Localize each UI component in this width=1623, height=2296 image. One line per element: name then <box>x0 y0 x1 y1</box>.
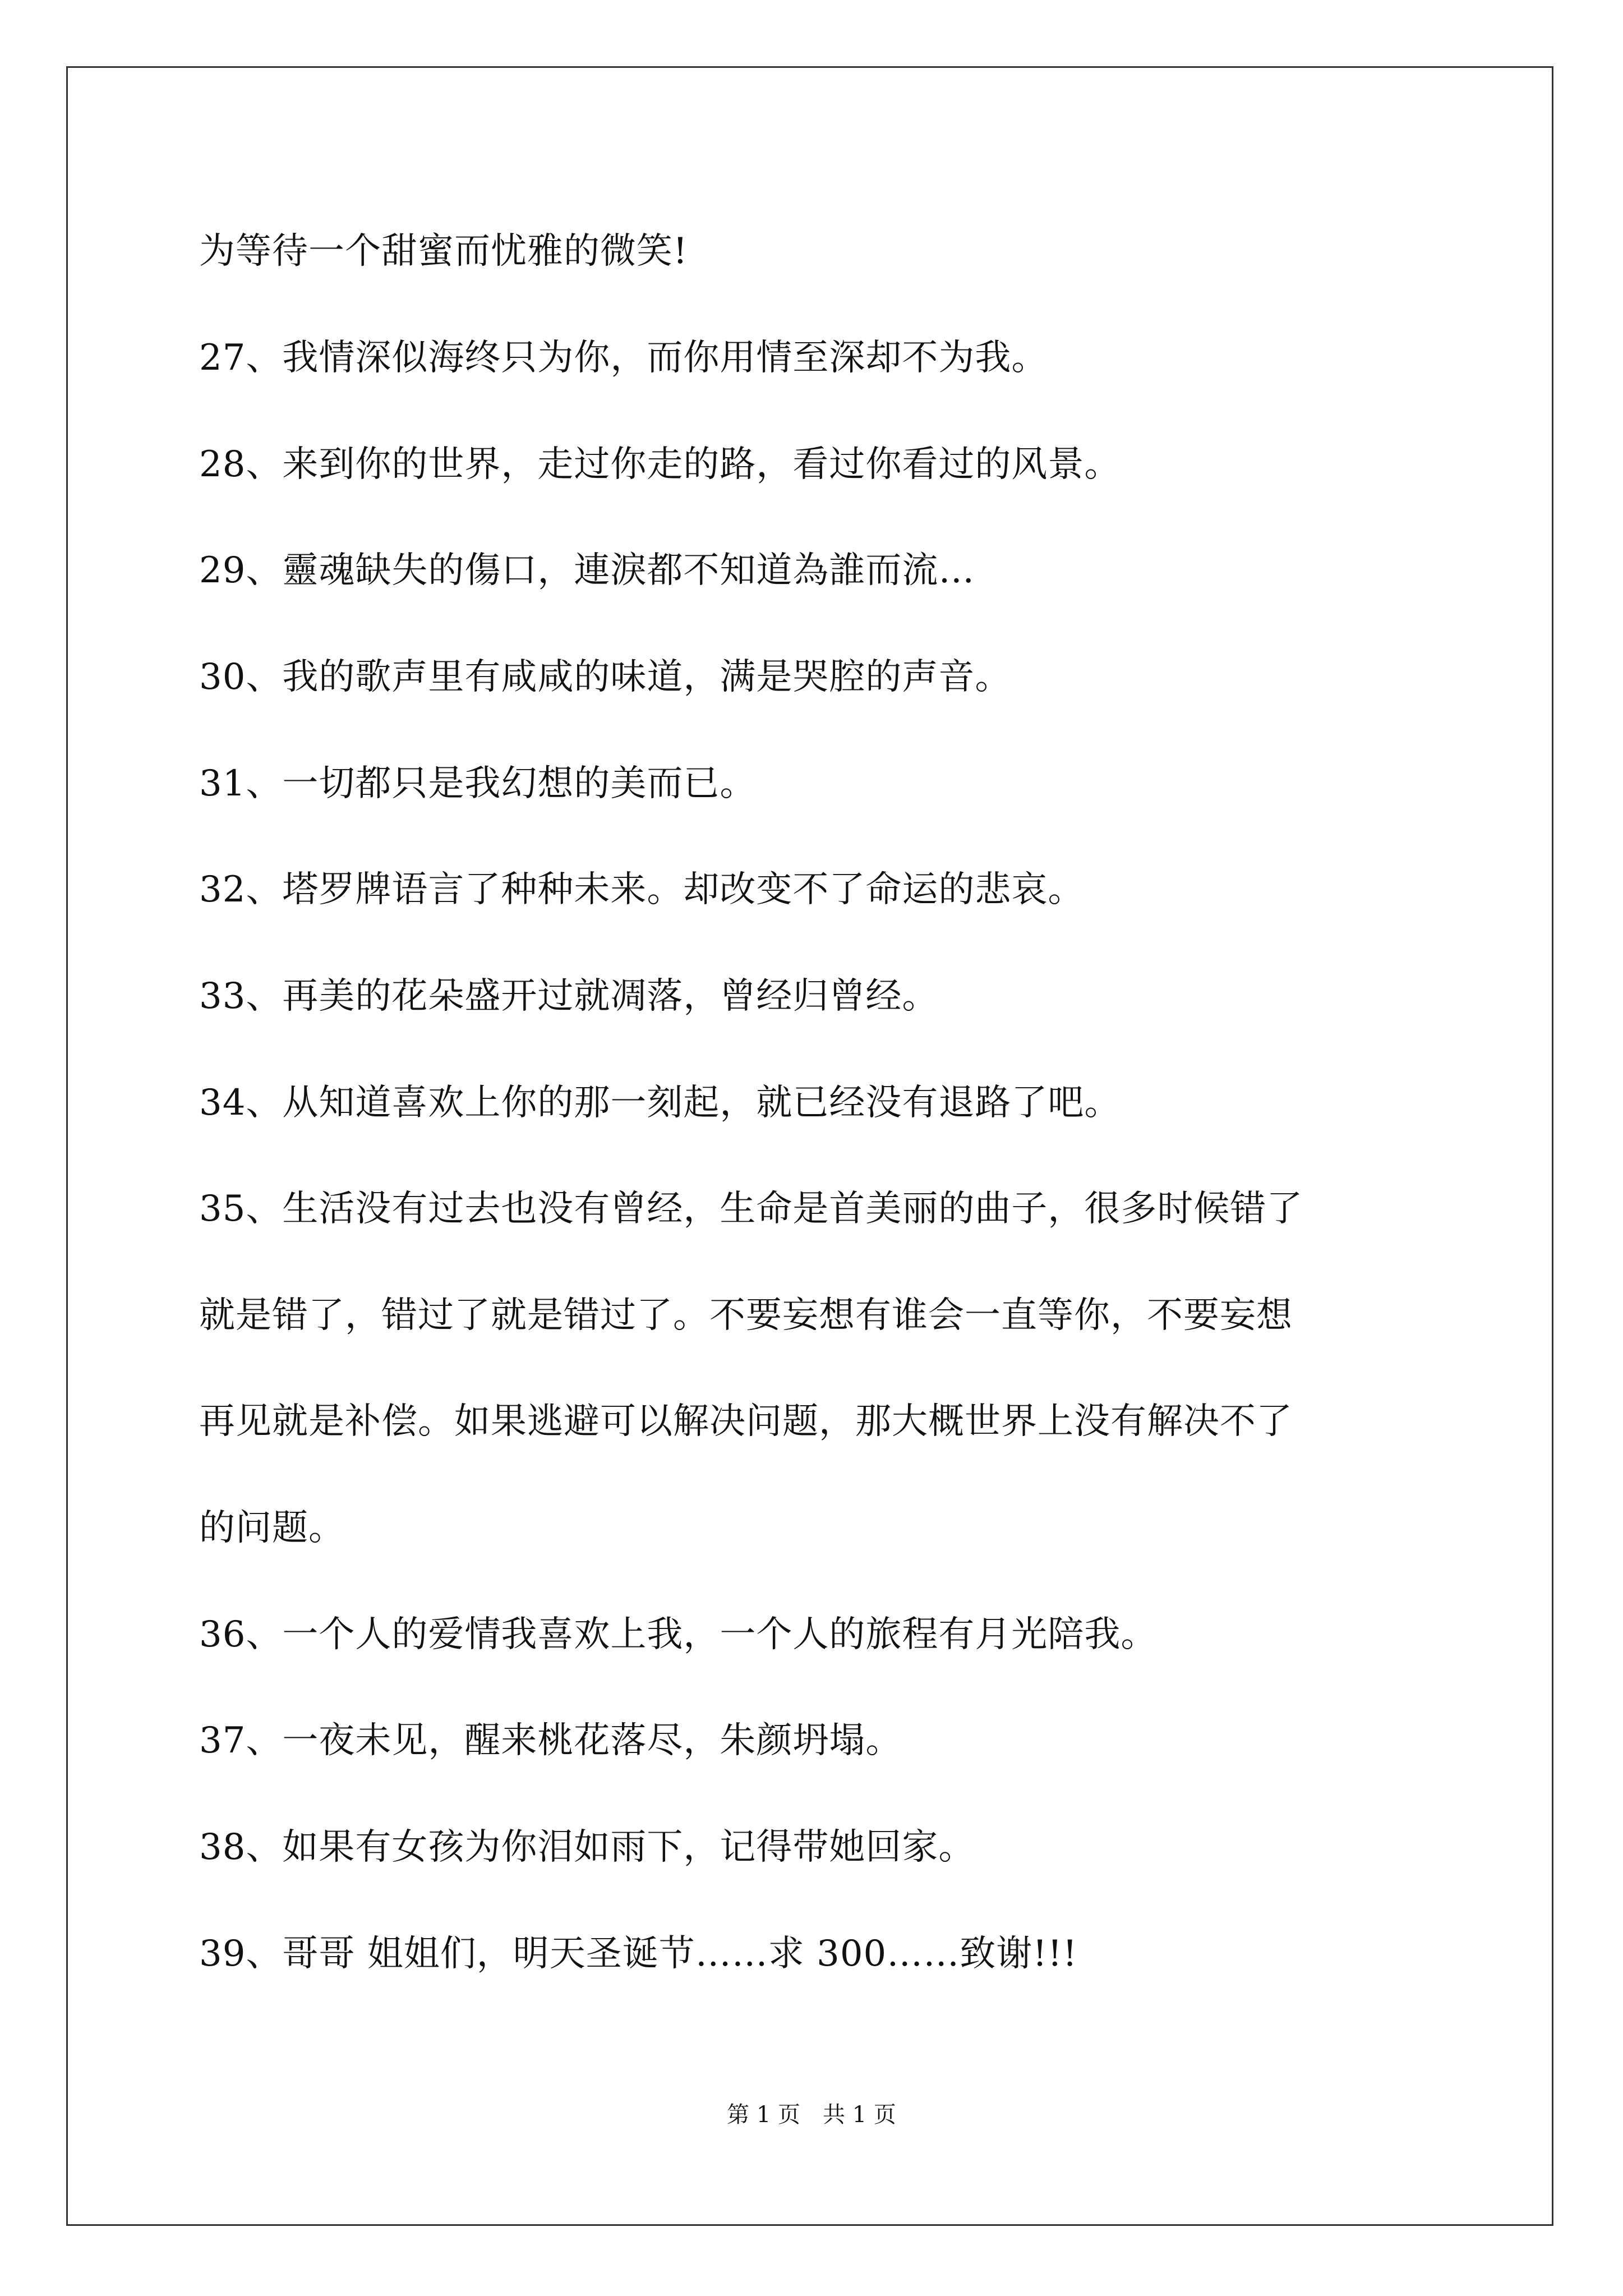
text-line: 29、靈魂缺失的傷口，連淚都不知道為誰而流… <box>199 550 975 591</box>
text-line: 28、来到你的世界，走过你走的路，看过你看过的风景。 <box>199 444 1121 485</box>
text-line: 再见就是补偿。如果逃避可以解决问题，那大概世界上没有解决不了 <box>199 1401 1293 1442</box>
text-line: 36、一个人的爱情我喜欢上我，一个人的旅程有月光陪我。 <box>199 1614 1158 1655</box>
text-line: 32、塔罗牌语言了种种未来。却改变不了命运的悲哀。 <box>199 869 1085 910</box>
text-line: 就是错了，错过了就是错过了。不要妄想有谁会一直等你，不要妄想 <box>199 1295 1293 1336</box>
page-frame <box>66 66 1553 2226</box>
text-line: 30、我的歌声里有咸咸的味道，满是哭腔的声音。 <box>199 656 1012 698</box>
text-line: 38、如果有女孩为你泪如雨下，记得带她回家。 <box>199 1826 975 1868</box>
page-number-footer: 第 1 页 共 1 页 <box>727 2102 896 2128</box>
text-line: 31、一切都只是我幻想的美而已。 <box>199 763 757 804</box>
text-line: 35、生活没有过去也没有曾经，生命是首美丽的曲子，很多时候错了 <box>199 1188 1303 1230</box>
text-line: 的问题。 <box>199 1507 345 1549</box>
text-line: 37、一夜未见，醒来桃花落尽，朱颜坍塌。 <box>199 1720 902 1761</box>
text-line: 33、再美的花朵盛开过就凋落，曾经归曾经。 <box>199 976 939 1017</box>
text-line: 27、我情深似海终只为你，而你用情至深却不为我。 <box>199 337 1048 379</box>
text-line: 39、哥哥 姐姐们，明天圣诞节……求 300……致谢!!! <box>199 1933 1078 1975</box>
text-line: 为等待一个甜蜜而忧雅的微笑! <box>199 231 688 272</box>
text-line: 34、从知道喜欢上你的那一刻起，就已经没有退路了吧。 <box>199 1082 1121 1124</box>
